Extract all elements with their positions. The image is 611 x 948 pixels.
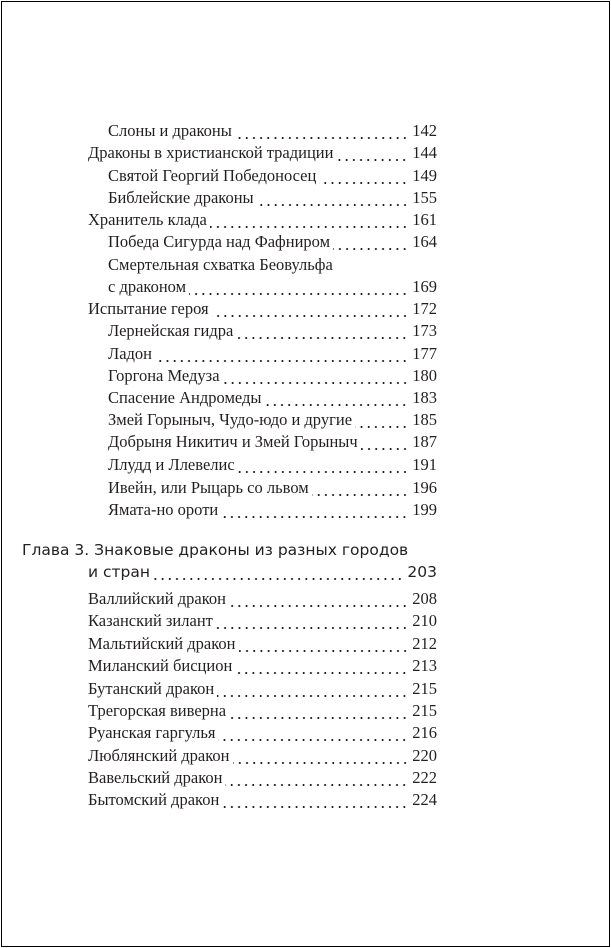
toc-entry-page: 199 bbox=[412, 500, 437, 519]
toc-entry-page: 149 bbox=[412, 166, 437, 185]
toc-entry[interactable] bbox=[108, 499, 437, 521]
dot-leader bbox=[223, 365, 409, 387]
dot-leader bbox=[222, 789, 408, 811]
toc-entry[interactable] bbox=[108, 387, 437, 409]
chapter-heading[interactable] bbox=[22, 539, 408, 561]
dot-leader bbox=[333, 231, 408, 253]
dot-leader bbox=[336, 142, 408, 164]
toc-entry[interactable] bbox=[88, 745, 437, 767]
dot-leader bbox=[235, 120, 408, 142]
toc-entry[interactable] bbox=[88, 588, 437, 610]
toc-entry-title: Лернейская гидра bbox=[108, 321, 234, 340]
dot-leader bbox=[235, 655, 408, 677]
toc-entry-page: 177 bbox=[412, 344, 437, 363]
dot-leader bbox=[218, 722, 408, 744]
toc-entry-page: 220 bbox=[412, 746, 437, 765]
toc-entry-title: и стран bbox=[88, 563, 151, 581]
toc-entry-title: Ллудд и Ллевелис bbox=[108, 455, 235, 474]
toc-entry[interactable] bbox=[88, 678, 437, 700]
toc-entry[interactable] bbox=[88, 298, 437, 320]
chapter-title: Знаковые драконы из разных городов bbox=[94, 541, 409, 559]
toc-entry-title: Спасение Андромеды bbox=[108, 388, 262, 407]
toc-entry-title: Хранитель клада bbox=[88, 210, 207, 229]
toc-entry-page: 187 bbox=[412, 432, 437, 451]
toc-entry-title: Библейские драконы bbox=[108, 188, 254, 207]
toc-entry[interactable] bbox=[108, 254, 437, 276]
toc-entry[interactable] bbox=[88, 209, 437, 231]
chapter-label: Глава 3. bbox=[22, 541, 90, 559]
toc-entry-page: 161 bbox=[412, 210, 437, 229]
dot-leader bbox=[189, 276, 408, 298]
toc-entry-title: Ладон bbox=[108, 344, 152, 363]
toc-entry-title: с драконом bbox=[108, 277, 187, 296]
dot-leader bbox=[155, 343, 408, 365]
toc-entry[interactable] bbox=[88, 700, 437, 722]
toc-entry-page: 210 bbox=[412, 611, 437, 630]
toc-entry-title: Слоны и драконы bbox=[108, 121, 232, 140]
toc-entry[interactable] bbox=[88, 789, 437, 811]
toc-entry-page: 212 bbox=[412, 634, 437, 653]
toc-entry-title: Валлийский дракон bbox=[88, 589, 226, 608]
toc-entry[interactable] bbox=[108, 365, 437, 387]
toc-entry-page: 155 bbox=[412, 188, 437, 207]
toc-entry-title: Казанский зилант bbox=[88, 611, 213, 630]
toc-entry[interactable] bbox=[108, 320, 437, 342]
toc-entry-page: 164 bbox=[412, 232, 437, 251]
dot-leader bbox=[210, 209, 408, 231]
toc-entry-title: Мальтийский дракон bbox=[88, 634, 236, 653]
toc-entry[interactable] bbox=[108, 231, 437, 253]
toc-entry-title: Горгона Медуза bbox=[108, 366, 220, 385]
toc-entry-title: Победа Сигурда над Фафниром bbox=[108, 232, 331, 251]
dot-leader bbox=[216, 610, 408, 632]
toc-entry-title: Вавельский дракон bbox=[88, 768, 223, 787]
toc-entry-title: Ивейн, или Рыцарь со львом bbox=[108, 478, 309, 497]
dot-leader bbox=[319, 165, 408, 187]
toc-entry-page: 224 bbox=[412, 790, 437, 809]
toc-entry[interactable] bbox=[88, 722, 437, 744]
toc-entry-title: Добрыня Никитич и Змей Горыныч bbox=[108, 432, 358, 451]
dot-leader bbox=[264, 387, 408, 409]
toc-entry-title: Трегорская виверна bbox=[88, 701, 227, 720]
toc-entry-page: 185 bbox=[412, 410, 437, 429]
toc-entry[interactable] bbox=[108, 409, 437, 431]
toc-entry[interactable] bbox=[108, 431, 437, 453]
dot-leader bbox=[355, 409, 408, 431]
dot-leader bbox=[257, 187, 409, 209]
dot-leader bbox=[153, 561, 403, 583]
toc-entry[interactable] bbox=[88, 610, 437, 632]
toc-entry[interactable] bbox=[88, 655, 437, 677]
dot-leader bbox=[238, 454, 409, 476]
toc-entry-title: Испытание героя bbox=[88, 299, 209, 318]
toc-entry-page: 222 bbox=[412, 768, 437, 787]
toc-entry[interactable] bbox=[88, 767, 437, 789]
toc-entry-title: Бутанский дракон bbox=[88, 679, 215, 698]
toc-entry-title: Миланский бисцион bbox=[88, 656, 233, 675]
toc-entry-page: 173 bbox=[412, 321, 437, 340]
dot-leader bbox=[212, 298, 409, 320]
toc-entry[interactable] bbox=[88, 633, 437, 655]
toc-entry-page: 215 bbox=[412, 679, 437, 698]
toc-entry-page: 172 bbox=[412, 299, 437, 318]
toc-entry-title: Драконы в христианской традиции bbox=[88, 143, 334, 162]
toc-entry-page: 169 bbox=[412, 277, 437, 296]
toc-entry-page: 213 bbox=[412, 656, 437, 675]
toc-entry-page: 142 bbox=[412, 121, 437, 140]
dot-leader bbox=[361, 431, 409, 453]
toc-entry[interactable] bbox=[108, 477, 437, 499]
dot-leader bbox=[233, 745, 409, 767]
dot-leader bbox=[236, 320, 408, 342]
dot-leader bbox=[229, 700, 408, 722]
dot-leader bbox=[312, 477, 409, 499]
toc-entry-page: 183 bbox=[412, 388, 437, 407]
toc-entry-title: Смертельная схватка Беовульфа bbox=[108, 255, 333, 274]
dot-leader bbox=[239, 633, 409, 655]
toc-entry[interactable] bbox=[108, 165, 437, 187]
toc-entry-title: Люблянский дракон bbox=[88, 746, 230, 765]
dot-leader bbox=[217, 678, 408, 700]
toc-entry-title: Змей Горыныч, Чудо-юдо и другие bbox=[108, 410, 353, 429]
toc-entry-title: Ямата-но ороти bbox=[108, 500, 219, 519]
dot-leader bbox=[225, 767, 408, 789]
toc-entry[interactable] bbox=[108, 276, 437, 298]
toc-entry[interactable] bbox=[108, 120, 437, 142]
toc-entry-page: 191 bbox=[412, 455, 437, 474]
dot-leader bbox=[229, 588, 408, 610]
toc-entry-title: Святой Георгий Победоносец bbox=[108, 166, 317, 185]
toc-entry-page: 144 bbox=[412, 143, 437, 162]
toc-entry[interactable] bbox=[108, 454, 437, 476]
toc-entry-title: Бытомский дракон bbox=[88, 790, 220, 809]
toc-entry-page: 215 bbox=[412, 701, 437, 720]
toc-entry-page: 216 bbox=[412, 723, 437, 742]
toc-entry[interactable] bbox=[88, 142, 437, 164]
toc-entry-page: 196 bbox=[412, 478, 437, 497]
toc-entry-page: 208 bbox=[412, 589, 437, 608]
toc-entry[interactable] bbox=[88, 561, 437, 583]
toc-entry-title: Руанская гаргулья bbox=[88, 723, 216, 742]
toc-entry[interactable] bbox=[108, 187, 437, 209]
toc-entry-page: 180 bbox=[412, 366, 437, 385]
toc-entry[interactable] bbox=[108, 343, 437, 365]
dot-leader bbox=[221, 499, 408, 521]
toc-entry-page: 203 bbox=[407, 563, 437, 581]
